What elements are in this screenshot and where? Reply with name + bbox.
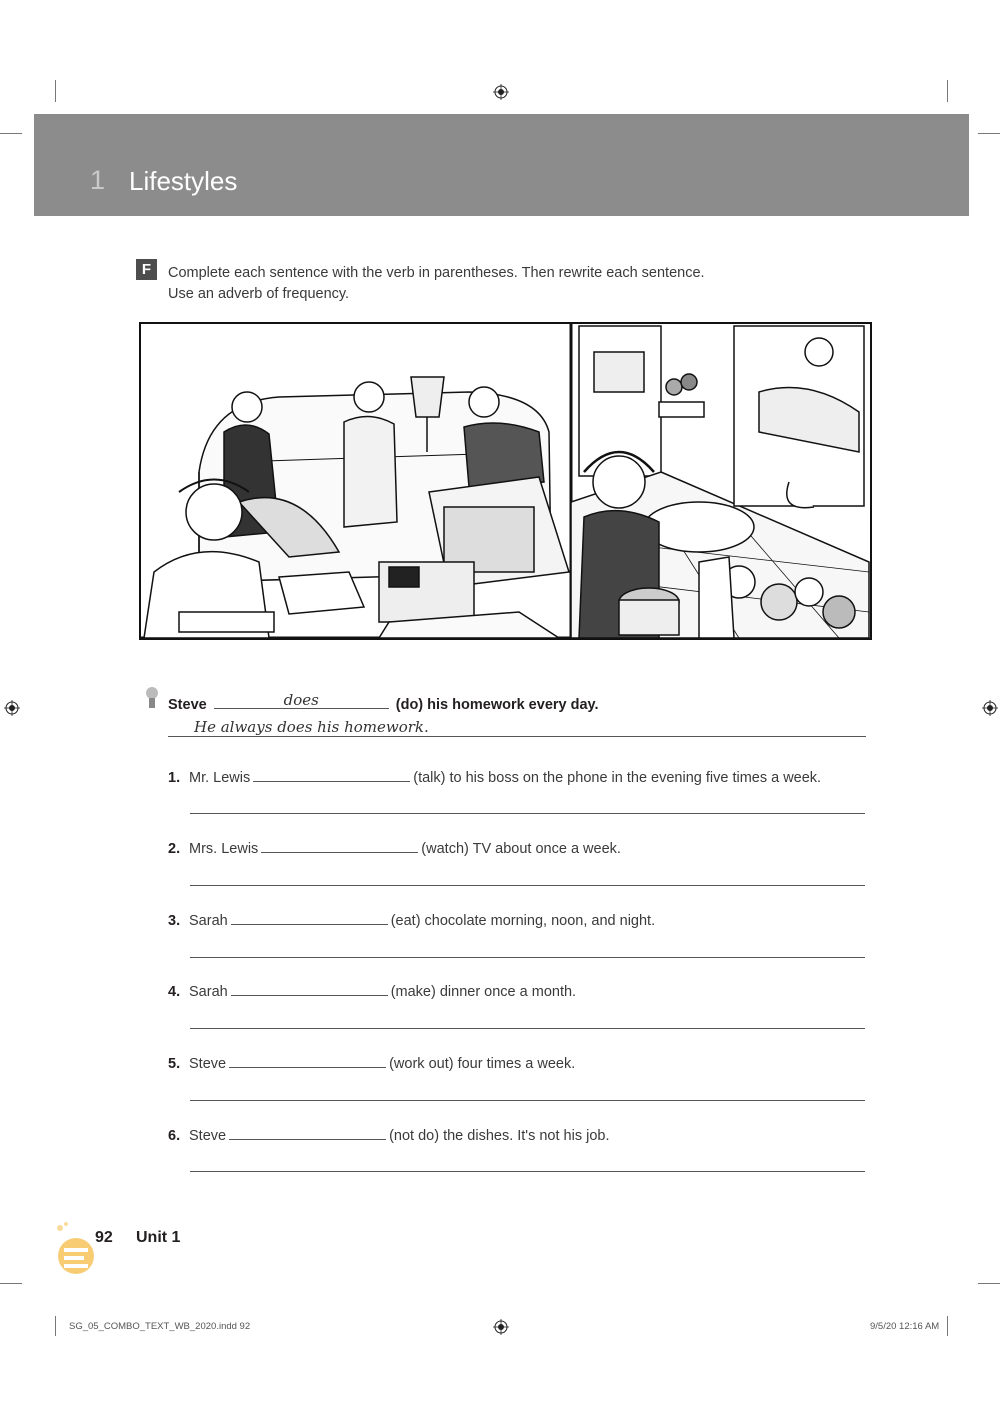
example-subject: Steve (168, 697, 207, 713)
print-slug-file: SG_05_COMBO_TEXT_WB_2020.indd 92 (69, 1321, 251, 1332)
registration-mark-icon (493, 1319, 509, 1335)
crop-mark (0, 133, 22, 134)
registration-mark-icon (493, 84, 509, 100)
item-4-blank[interactable] (231, 981, 388, 996)
item-4 (168, 981, 576, 1000)
item-subject: Steve (189, 1128, 227, 1144)
print-slug-date: 9/5/20 12:16 AM (870, 1321, 940, 1332)
item-number: 2. (168, 841, 181, 857)
item-subject: Mr. Lewis (189, 770, 251, 786)
item-rest: (eat) chocolate morning, noon, and night. (390, 913, 656, 929)
item-5 (168, 1053, 575, 1072)
item-rest: (make) dinner once a month. (390, 984, 577, 1000)
item-number: 4. (168, 984, 181, 1000)
crop-mark (55, 80, 56, 102)
instruction-line-1: Complete each sentence with the verb in parentheses. Then rewrite each sentence. (168, 265, 705, 281)
example-answer-blank (214, 691, 389, 709)
exercise-letter-badge: F (136, 259, 157, 280)
item-1-rewrite-line[interactable] (190, 813, 865, 814)
unit-header-band (34, 114, 969, 216)
item-number: 1. (168, 770, 181, 786)
item-1-blank[interactable] (253, 767, 410, 782)
item-6 (168, 1125, 609, 1144)
unit-title: Lifestyles (129, 166, 238, 196)
item-6-rewrite-line[interactable] (190, 1171, 865, 1172)
item-3-rewrite-line[interactable] (190, 957, 865, 958)
publisher-logo-icon (52, 1220, 98, 1276)
lightbulb-icon (145, 686, 159, 712)
item-4-rewrite-line[interactable] (190, 1028, 865, 1029)
example-rewrite: He always does his homework. (194, 718, 429, 736)
example-sentence (168, 691, 599, 713)
item-rest: (talk) to his boss on the phone in the evening five times a week. (413, 770, 822, 786)
item-number: 6. (168, 1128, 181, 1144)
item-rest: (not do) the dishes. It's not his job. (389, 1128, 610, 1144)
item-2 (168, 838, 621, 857)
registration-mark-icon (4, 700, 20, 716)
item-1 (168, 767, 821, 786)
crop-mark (0, 1283, 22, 1284)
item-2-rewrite-line[interactable] (190, 885, 865, 886)
item-rest: (watch) TV about once a week. (421, 841, 621, 857)
crop-mark (55, 1316, 56, 1336)
family-illustration (139, 322, 872, 640)
example-rewrite-line (168, 736, 866, 737)
item-rest: (work out) four times a week. (389, 1056, 576, 1072)
item-2-blank[interactable] (261, 838, 418, 853)
crop-mark (978, 133, 1000, 134)
item-3-blank[interactable] (231, 910, 388, 925)
crop-mark (947, 80, 948, 102)
item-number: 3. (168, 913, 181, 929)
item-subject: Sarah (189, 913, 228, 929)
example-answer: does (283, 691, 319, 709)
item-5-rewrite-line[interactable] (190, 1100, 865, 1101)
item-3 (168, 910, 655, 929)
item-subject: Sarah (189, 984, 228, 1000)
item-number: 5. (168, 1056, 181, 1072)
unit-number: 1 (90, 165, 106, 195)
crop-mark (978, 1283, 1000, 1284)
example-rest: (do) his homework every day. (395, 697, 599, 713)
item-5-blank[interactable] (229, 1053, 386, 1068)
registration-mark-icon (982, 700, 998, 716)
instruction-line-2: Use an adverb of frequency. (168, 286, 350, 302)
crop-mark (947, 1316, 948, 1336)
item-subject: Steve (189, 1056, 227, 1072)
page-number: 92 (95, 1229, 113, 1246)
item-6-blank[interactable] (229, 1125, 386, 1140)
page-unit-label: Unit 1 (136, 1229, 181, 1246)
item-subject: Mrs. Lewis (189, 841, 259, 857)
